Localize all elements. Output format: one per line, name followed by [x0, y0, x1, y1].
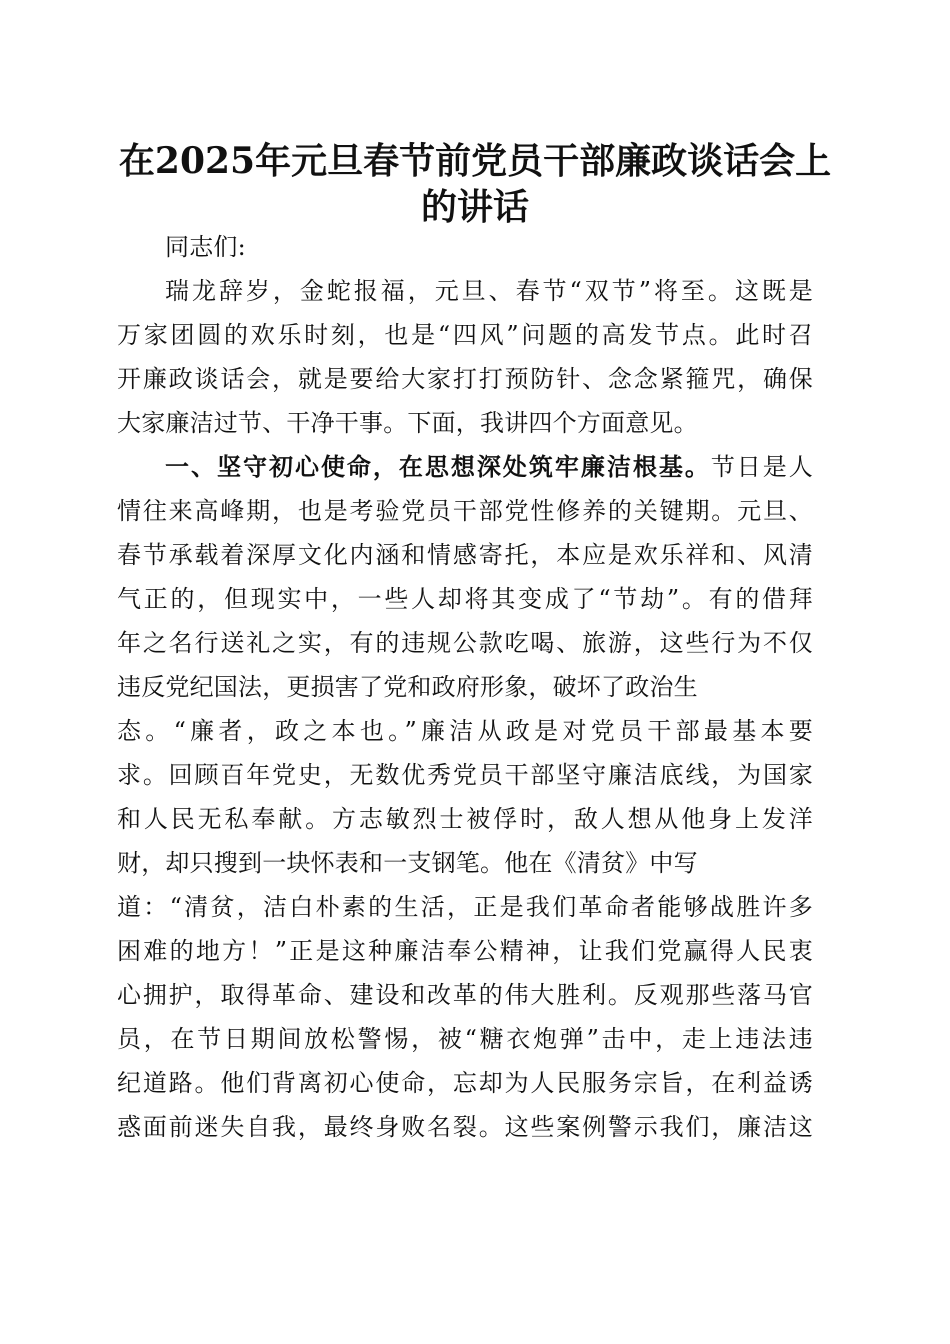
paragraph-line: 道：“清贫，洁白朴素的生活，正是我们革命者能够战胜许多 [117, 893, 813, 921]
paragraph-line: 开廉政谈话会，就是要给大家打打预防针、念念紧箍咒，确保 [117, 365, 813, 393]
paragraph-line: 困难的地方！”正是这种廉洁奉公精神，让我们党赢得人民衷 [117, 937, 813, 965]
section-heading: 一、坚守初心使命，在思想深处筑牢廉洁根基。 [165, 453, 711, 481]
title-line-1: 在2025年元旦春节前党员干部廉政谈话会上 [118, 140, 832, 182]
paragraph-line: 财，却只搜到一块怀表和一支钢笔。他在《清贫》中写 [117, 849, 698, 877]
paragraph-line: 违反党纪国法，更损害了党和政府形象，破坏了政治生 [117, 673, 698, 701]
paragraph-line: 态。“廉者，政之本也。”廉洁从政是对党员干部最基本要 [117, 717, 813, 745]
paragraph-line: 春节承载着深厚文化内涵和情感寄托，本应是欢乐祥和、风清 [117, 541, 813, 569]
title-line-2: 的讲话 [420, 186, 529, 228]
paragraph-line: 情往来高峰期，也是考验党员干部党性修养的关键期。元旦、 [117, 497, 813, 525]
paragraph-line: 纪道路。他们背离初心使命，忘却为人民服务宗旨，在利益诱 [117, 1069, 813, 1097]
paragraph-line: 气正的，但现实中，一些人却将其变成了“节劫”。有的借拜 [117, 585, 813, 613]
paragraph-line: 瑞龙辞岁，金蛇报福，元旦、春节“双节”将至。这既是 [165, 277, 813, 305]
paragraph-line: 年之名行送礼之实，有的违规公款吃喝、旅游，这些行为不仅 [117, 629, 813, 657]
paragraph-line: 和人民无私奉献。方志敏烈士被俘时，敌人想从他身上发洋 [117, 805, 813, 833]
paragraph-line: 员，在节日期间放松警惕，被“糖衣炮弹”击中，走上违法违 [117, 1025, 813, 1053]
paragraph-line: 求。回顾百年党史，无数优秀党员干部坚守廉洁底线，为国家 [117, 761, 813, 789]
paragraph-line: 一、坚守初心使命，在思想深处筑牢廉洁根基。节日是人 [165, 453, 813, 481]
paragraph-line: 万家团圆的欢乐时刻，也是“四风”问题的高发节点。此时召 [117, 321, 813, 349]
document-title [110, 138, 840, 230]
document-body [117, 225, 813, 1149]
paragraph-line: 大家廉洁过节、干净干事。下面，我讲四个方面意见。 [117, 409, 698, 437]
paragraph-line: 惑面前迷失自我，最终身败名裂。这些案例警示我们，廉洁这 [117, 1113, 813, 1141]
salutation: 同志们: [165, 233, 246, 261]
paragraph-line: 心拥护，取得革命、建设和改革的伟大胜利。反观那些落马官 [117, 981, 813, 1009]
